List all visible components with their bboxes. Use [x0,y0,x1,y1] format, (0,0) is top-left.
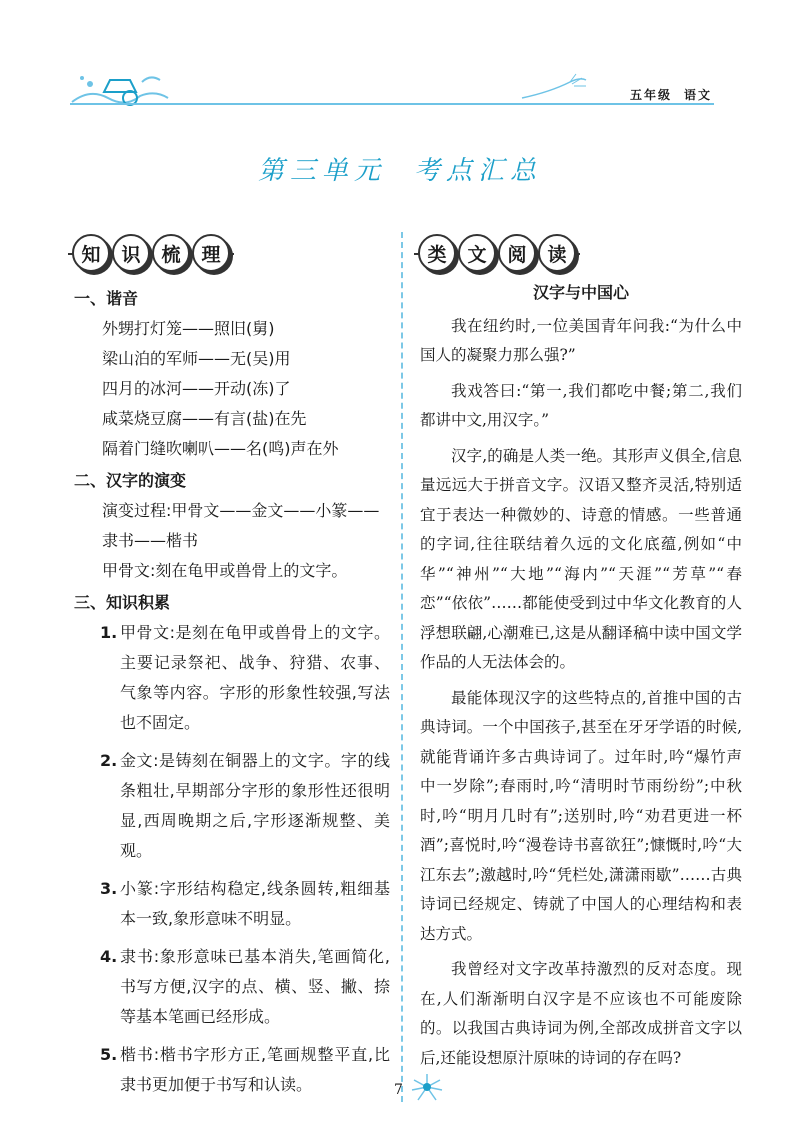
list-item [74,942,390,1032]
list-item [74,1040,390,1100]
item-text: 隶书:象形意味已基本消失,笔画简化,书写方便,汉字的点、横、竖、撇、捺等基本笔画已经形成。 [120,947,390,1026]
evolution-line: 演变过程:甲骨文——金文——小篆—— [102,501,380,520]
article-paragraph: 我曾经对文字改革持激烈的反对态度。现在,人们渐渐明白汉字是不应该也不可能废除的。以我国古典诗词为例,全部改成拼音文字以后,还能设想原汁原味的诗词的存在吗? [420,960,742,1067]
item-number: 3. [100,879,118,898]
badge-char: 梳 [152,234,190,272]
homophone-line: 隔着门缝吹喇叭——名(鸣)声在外 [102,439,339,458]
article-paragraph: 汉字,的确是人类一绝。其形声义俱全,信息量远远大于拼音文字。汉语又整齐灵活,特别适宜于表达一种微妙的、诗意的情感。一些普通的字词,往往联结着久远的文化底蕴,例如“中华”“神州”“大地”“海内”“天涯”“芳草”“春恋”“依依”……都能使受到过中华文化教育的人浮想联翩,心潮难已,这是从翻译稿中读中国文学作品的人无法体会的。 [420,446,742,671]
item-text: 小篆:字形结构稳定,线条圆转,粗细基本一致,象形意味不明显。 [120,879,390,928]
section-title-accumulation: 三、知识积累 [74,593,171,612]
article-paragraph: 我在纽约时,一位美国青年问我:“为什么中国人的凝聚力那么强?” [420,316,742,364]
badge-char: 理 [192,234,230,272]
grade-label: 五年级 [629,88,672,102]
item-number: 2. [100,751,118,770]
subject-label: 语文 [683,88,712,102]
article-paragraph: 最能体现汉字的这些特点的,首推中国的古典诗词。一个中国孩子,甚至在牙牙学语的时候,就能背诵许多古典诗词了。过年时,吟“爆竹声中一岁除”;春雨时,吟“清明时节雨纷纷”;中秋时,吟“明月几时有”;送别时,吟“劝君更进一杯酒”;喜悦时,吟“漫卷诗书喜欲狂”;慷慨时,吟“大江东去”;激越时,吟“凭栏处,潇潇雨歇”……古典诗词已经规定、铸就了中国人的心理结构和表达方式。 [420,688,742,943]
item-number: 1. [100,623,118,642]
badge-char: 识 [112,234,150,272]
item-text: 甲骨文:是刻在龟甲或兽骨上的文字。主要记录祭祀、战争、狩猎、农事、气象等内容。字形的形象性较强,写法也不固定。 [120,623,390,732]
reading-badge [418,234,576,272]
badge-char: 知 [72,234,110,272]
section-title-evolution: 二、汉字的演变 [74,471,187,490]
knowledge-column [74,282,390,1108]
homophone-line: 四月的冰河——开动(冻)了 [102,379,291,398]
item-number: 4. [100,947,118,966]
header-rule [70,103,714,105]
knowledge-badge [72,234,230,272]
section-title-homophone: 一、谐音 [74,289,139,308]
article-title: 汉字与中国心 [532,283,629,302]
item-text: 楷书:楷书字形方正,笔画规整平直,比隶书更加便于书写和认读。 [120,1045,390,1094]
evolution-line: 甲骨文:刻在龟甲或兽骨上的文字。 [102,561,348,580]
page-number: 7 [394,1082,403,1098]
unit-title [0,150,800,187]
header-info [630,86,712,103]
badge-char: 类 [418,234,456,272]
badge-char: 阅 [498,234,536,272]
item-text: 金文:是铸刻在铜器上的文字。字的线条粗壮,早期部分字形的象形性还很明显,西周晚期之后,字形逐渐规整、美观。 [120,751,390,860]
list-item [74,746,390,866]
badge-char: 读 [538,234,576,272]
reading-column [420,278,742,1079]
unit-title-part2: 考点汇总 [414,156,543,186]
homophone-line: 咸菜烧豆腐——有言(盐)在先 [102,409,307,428]
list-item [74,874,390,934]
unit-title-part1: 第三单元 [257,156,386,186]
header-swirl-icon [520,72,590,102]
article-paragraph: 我戏答曰:“第一,我们都吃中餐;第二,我们都讲中文,用汉字。” [420,381,742,429]
homophone-line: 梁山泊的军师——无(吴)用 [102,349,291,368]
evolution-line: 隶书——楷书 [102,531,199,550]
list-item [74,618,390,738]
item-number: 5. [100,1045,118,1064]
homophone-line: 外甥打灯笼——照旧(舅) [102,319,275,338]
flower-icon [410,1072,444,1102]
badge-char: 文 [458,234,496,272]
column-divider [401,232,403,1102]
